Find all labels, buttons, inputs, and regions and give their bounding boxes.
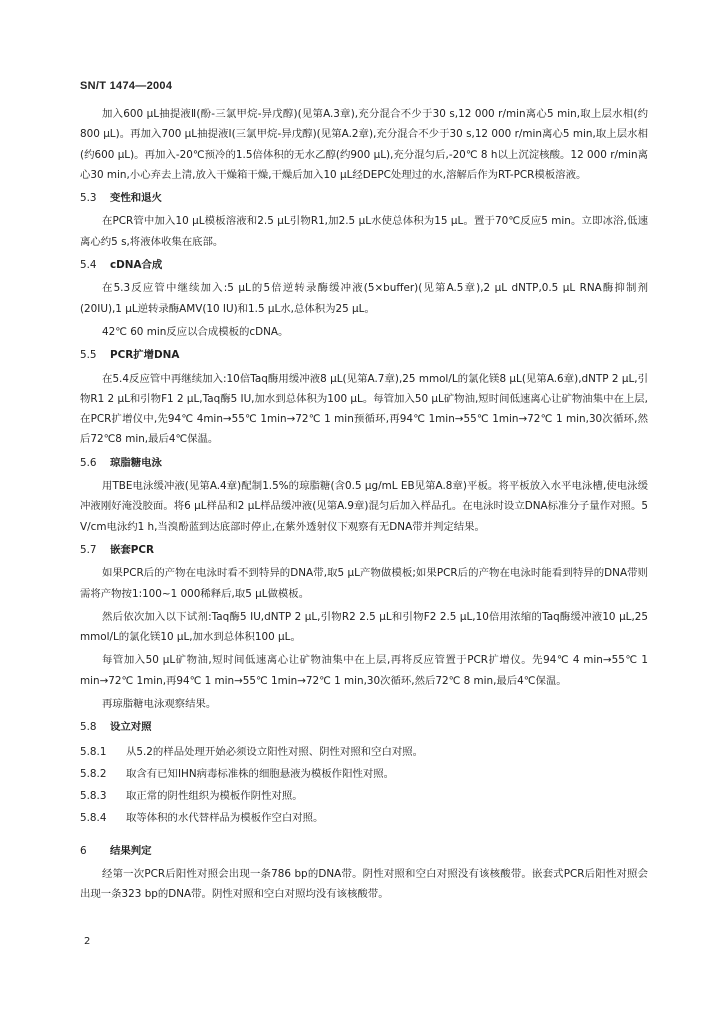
- section-number: 5.3: [80, 192, 97, 205]
- section-6-text: 经第一次PCR后阳性对照会出现一条786 bp的DNA带。阴性对照和空白对照没有该核酸带。嵌套式PCR后阳性对照会出现一条323 bp的DNA带。阴性对照和空白对照均没有该核酸带。: [80, 867, 648, 901]
- section-5-4-text-1: 在5.3反应管中继续加入:5 μL的5倍逆转录酶缓冲液(5×buffer)(见第A.5章),2 μL dNTP,0.5 μL RNA酶抑制剂(20IU),1 μL逆转录酶AMV(10 IU)和1.5 μL水,总体积为25 μL。: [80, 282, 648, 315]
- section-heading-5-3: [80, 188, 648, 208]
- section-title: PCR扩增DNA: [110, 349, 180, 362]
- section-heading-5-7: [80, 540, 648, 560]
- section-5-4-text-2: 42℃ 60 min反应以合成模板的cDNA。: [102, 325, 289, 338]
- section-number: 6: [80, 844, 87, 857]
- section-5-7-text-1: 如果PCR后的产物在电泳时看不到特异的DNA带,取5 μL产物做模板;如果PCR后的产物在电泳时能看到特异的DNA带则需将产物按1:100~1 000稀释后,取5 μL做模板。: [80, 567, 648, 600]
- section-5-5-text: 在5.4反应管中再继续加入:10倍Taq酶用缓冲液8 μL(见第A.7章),25 mmol/L的氯化镁8 μL(见第A.6章),dNTP 2 μL,引物R1 2 μL和引物F1 2 μL,Taq酶5 IU,加水到总体积为100 μL。每管加入50 μL矿物油,短时间低速离心让矿物油集中在上层,在PCR扩增仪中,先94℃ 4min→55℃ 1min→72℃ 1 min预循环,再94℃ 1min→55℃ 1min→72℃ 1 min,30次循环,然后72℃8 min,最后4℃保温。: [80, 372, 648, 446]
- section-title: 结果判定: [110, 844, 152, 857]
- section-title: 琼脂糖电泳: [110, 456, 162, 469]
- section-heading-6: [80, 841, 648, 861]
- intro-paragraph: 加入600 μL抽提液Ⅱ(酚-三氯甲烷-异戊醇)(见第A.3章),充分混合不少于30 s,12 000 r/min离心5 min,取上层水相(约800 μL)。再加入700 μL抽提液Ⅰ(三氯甲烷-异戊醇)(见第A.2章),充分混合不少于30 s,12 000 r/min离心5 min,取上层水相(约600 μL)。再加入-20℃预冷的1.5倍体积的无水乙醇(约900 μL),充分混匀后,-20℃ 8 h以上沉淀核酸。12 000 r/min离心30 min,小心弃去上清,放入干燥箱干燥,干燥后加入10 μL经DEPC处理过的水,溶解后作为RT-PCR模板溶液。: [80, 108, 648, 181]
- section-title: 变性和退火: [110, 192, 162, 205]
- item-text: 取正常的阴性组织为模板作阴性对照。: [126, 789, 303, 802]
- section-heading-5-8: [80, 717, 648, 737]
- section-number: 5.6: [80, 456, 97, 469]
- list-item-5-8-4: [80, 807, 648, 829]
- section-number: 5.4: [80, 259, 97, 272]
- item-number: 5.8.2: [80, 767, 107, 780]
- list-item-5-8-2: [80, 763, 648, 785]
- section-number: 5.8: [80, 721, 97, 734]
- section-5-6-text: 用TBE电泳缓冲液(见第A.4章)配制1.5%的琼脂糖(含0.5 μg/mL EB见第A.8章)平板。将平板放入水平电泳槽,使电泳缓冲液刚好淹没胶面。将6 μL样品和2 μL样品缓冲液(见第A.9章)混匀后加入样品孔。在电泳时设立DNA标准分子量作对照。5 V/cm电泳约1 h,当溴酚蓝到达底部时停止,在紫外透射仪下观察有无DNA带并判定结果。: [80, 480, 648, 533]
- item-number: 5.8.3: [80, 789, 107, 802]
- list-item-5-8-3: [80, 785, 648, 807]
- item-number: 5.8.1: [80, 745, 107, 758]
- section-heading-5-4: [80, 255, 648, 275]
- section-5-7-text-4: 再琼脂糖电泳观察结果。: [102, 698, 217, 711]
- section-title: 嵌套PCR: [110, 543, 155, 556]
- item-text: 取等体积的水代替样品为模板作空白对照。: [126, 811, 324, 824]
- section-title: 设立对照: [110, 721, 152, 734]
- item-text: 从5.2的样品处理开始必须设立阳性对照、阴性对照和空白对照。: [126, 745, 424, 758]
- section-number: 5.5: [80, 349, 97, 362]
- section-5-7-text-2: 然后依次加入以下试剂:Taq酶5 IU,dNTP 2 μL,引物R2 2.5 μL和引物F2 2.5 μL,10倍用浓缩的Taq酶缓冲液10 μL,25 mmol/L的氯化镁10 μL,加水到总体积100 μL。: [80, 610, 648, 644]
- item-number: 5.8.4: [80, 811, 107, 824]
- section-title: cDNA合成: [110, 259, 163, 272]
- page-number: 2: [84, 936, 91, 947]
- section-5-7-text-3: 每管加入50 μL矿物油,短时间低速离心让矿物油集中在上层,再将反应管置于PCR扩增仪。先94℃ 4 min→55℃ 1 min→72℃ 1min,再94℃ 1 min→55℃ 1min→72℃ 1 min,30次循环,然后72℃ 8 min,最后4℃保温。: [80, 654, 648, 687]
- section-number: 5.7: [80, 543, 97, 556]
- list-item-5-8-1: [80, 741, 648, 763]
- section-heading-5-5: [80, 345, 648, 365]
- section-heading-5-6: [80, 453, 648, 473]
- standard-number-header: SN/T 1474—2004: [80, 80, 173, 92]
- document-body: [80, 104, 648, 908]
- item-text: 取含有已知IHN病毒标准株的细胞悬液为模板作阳性对照。: [126, 767, 395, 780]
- section-5-3-text: 在PCR管中加入10 μL模板溶液和2.5 μL引物R1,加2.5 μL水使总体积为15 μL。置于70℃反应5 min。立即冰浴,低速离心约5 s,将液体收集在底部。: [80, 215, 648, 248]
